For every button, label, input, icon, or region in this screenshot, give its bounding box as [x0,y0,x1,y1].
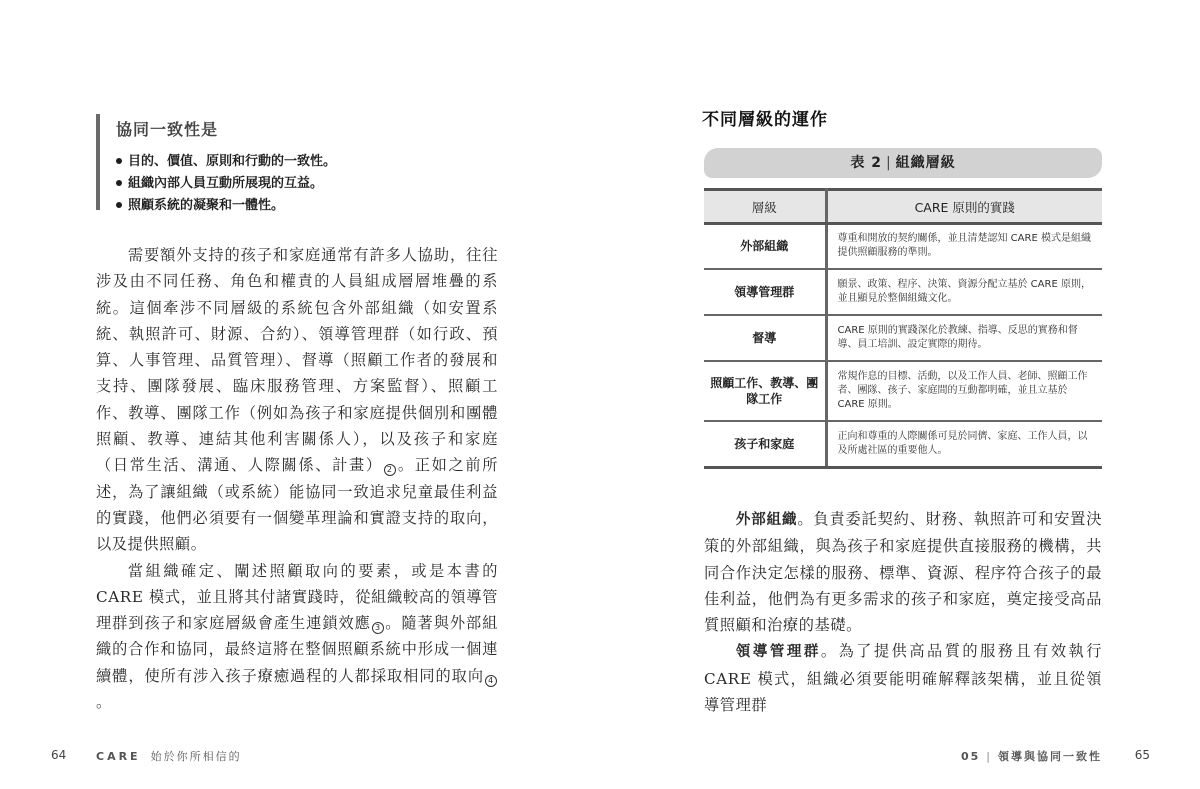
bullet-icon [116,158,122,164]
bullet-icon [116,202,122,208]
key-points-callout [96,114,516,213]
level-cell: 孩子和家庭 [704,421,826,468]
practice-cell: 常規作息的目標、活動，以及工作人員、老師、照顧工作者、團隊、孩子、家庭間的互動都明確，並且立基於 CARE 原則。 [826,361,1102,421]
chapter-title: 領導與協同一致性 [998,750,1102,763]
paragraph: 外部組織。負責委託契約、財務、執照許可和安置決策的外部組織，與為孩子和家庭提供直接服務的機構，共同合作決定怎樣的服務、標準、資源、程序符合孩子的最佳利益，他們為有更多需求的孩子和家庭，奠定接受高品質照顧和治療的基礎。 [704,510,1103,635]
left-body-text [96,242,498,715]
footnote-ref: 2 [384,464,396,476]
callout-list [116,151,516,217]
section-heading: 不同層級的運作 [702,110,828,130]
callout-item: 照顧系統的凝聚和一體性。 [116,195,516,217]
table-row [704,269,1102,315]
callout-item: 目的、價值、原則和行動的一致性。 [116,151,516,173]
table-row [704,361,1102,421]
page-number: 65 [1134,748,1150,762]
book-subtitle: 始於你所相信的 [150,750,242,763]
paragraph: 當組織確定、闡述照顧取向的要素，或是本書的 CARE 模式，並且將其付諸實踐時，從組織較高的領導管理群到孩子和家庭層級會產生連鎖效應 3 。隨著與外部組織的合作和協同，最終這將在整個照顧系統中形成一個連續體，使所有涉入孩子療癒過程的人都採取相同的取向 4。 [96,561,499,712]
table-row [704,224,1102,269]
column-header: CARE 原則的實踐 [826,190,1102,224]
term-heading: 外部組織 [735,512,798,528]
practice-cell: CARE 原則的實踐深化於教練、指導、反思的實務和督導、員工培訓、設定實際的期待。 [826,315,1102,361]
paragraph: 需要額外支持的孩子和家庭通常有許多人協助，往往涉及由不同任務、角色和權責的人員組成層層堆疊的系統。這個牽涉不同層級的系統包含外部組織（如安置系統、執照許可、財源、合約）、領導管理群（如行政、預算、人事管理、品質管理）、督導（照顧工作者的發展和支持、團隊發展、臨床服務管理、方案監督）、照顧工作、教導、團隊工作（例如為孩子和家庭提供個別和團體照顧、教導、連結其他利害關係人），以及孩子和家庭（日常生活、溝通、人際關係、計畫） 2 。正如之前所述，為了讓組織（或系統）能協同一致追求兒童最佳利益的實踐，他們必須要有一個變革理論和實證支持的取向，以及提供照顧。 [96,246,498,554]
table-header-row [704,190,1102,224]
bullet-icon [116,180,122,186]
callout-title: 協同一致性是 [116,120,219,139]
term-heading: 領導管理群 [735,644,821,661]
footnote-ref: 4 [485,675,497,687]
table-row [704,315,1102,361]
paragraph: 領導管理群。為了提供高品質的服務且有效執行 CARE 模式，組織必須要能明確解釋該架構，並且從領導管理群 [704,642,1102,715]
running-footer: 05 | 領導與協同一致性 [960,750,1102,763]
callout-item: 組織內部人員互動所展現的互益。 [116,173,516,195]
organization-levels-table [704,188,1102,469]
level-cell: 照顧工作、教導、團隊工作 [704,361,826,421]
column-header: 層級 [704,190,826,224]
chapter-number: 05 [960,750,981,763]
practice-cell: 願景、政策、程序、決策、資源分配立基於 CARE 原則，並且顯見於整個組織文化。 [826,269,1102,315]
level-cell: 督導 [704,315,826,361]
level-cell: 領導管理群 [704,269,826,315]
table-caption: 表 2 | 組織層級 [704,148,1102,178]
practice-cell: 尊重和開放的契約關係，並且清楚認知 CARE 模式是組織提供照顧服務的準則。 [826,224,1102,269]
page-number: 64 [51,748,67,762]
right-body-text [704,506,1102,718]
running-footer [96,748,242,764]
level-cell: 外部組織 [704,224,826,269]
right-page [600,0,1200,789]
footnote-ref: 3 [372,622,384,634]
table-row [704,421,1102,468]
book-brand: CARE [96,750,141,763]
practice-cell: 正向和尊重的人際關係可見於同儕、家庭、工作人員，以及所處社區的重要他人。 [826,421,1102,468]
